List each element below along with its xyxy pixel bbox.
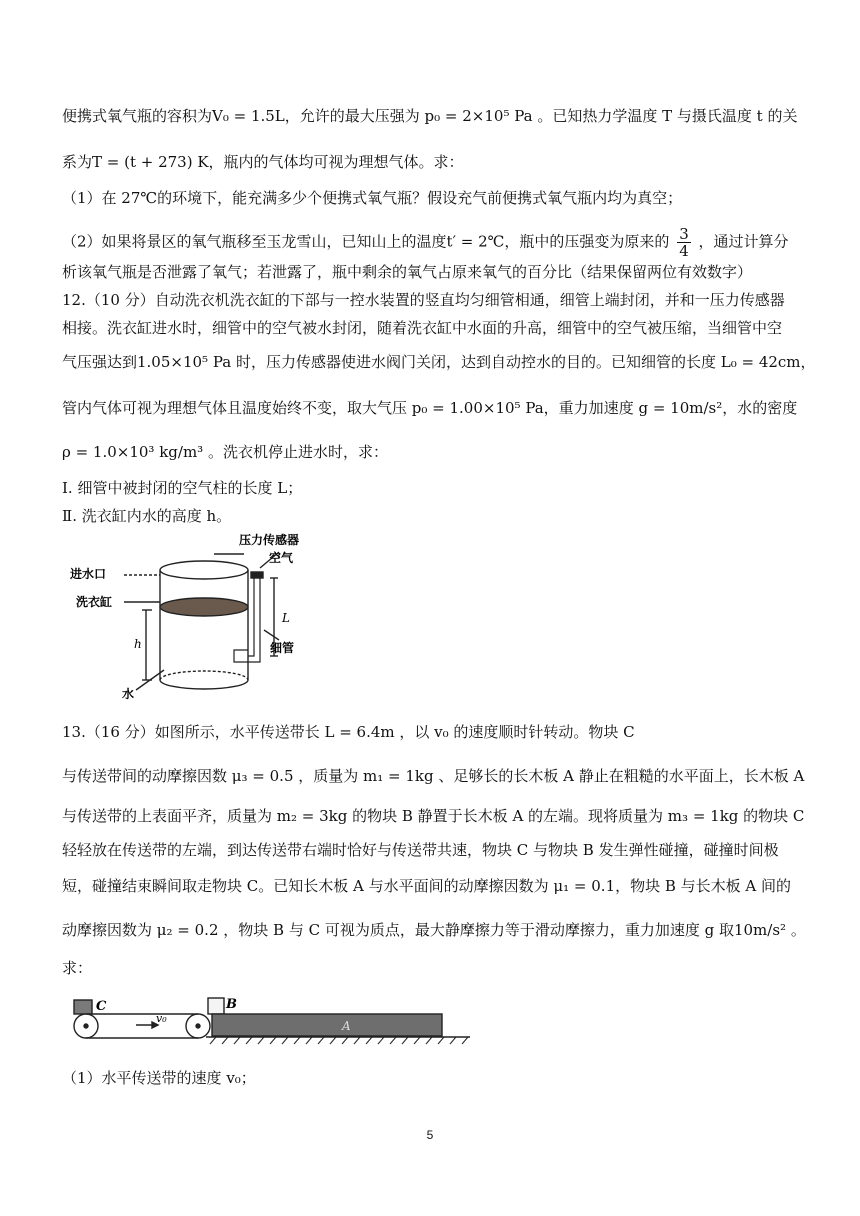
label-water: 水 bbox=[122, 687, 135, 701]
label-v0: v₀ bbox=[156, 1012, 167, 1025]
text-line: 13.（16 分）如图所示，水平传送带长 L = 6.4m ，以 v₀ 的速度顺时针转动。物块 C bbox=[62, 723, 635, 741]
text-line: 相接。洗衣缸进水时，细管中的空气被水封闭，随着洗衣缸中水面的升高，细管中的空气被压缩，当细管中空 bbox=[62, 319, 783, 337]
fraction bbox=[677, 226, 691, 259]
block-C bbox=[74, 1000, 92, 1014]
text-line bbox=[62, 226, 789, 259]
board-A bbox=[212, 1014, 442, 1036]
block-B bbox=[208, 998, 224, 1014]
text-line: 短，碰撞结束瞬间取走物块 C。已知长木板 A 与水平面间的动摩擦因数为 μ₁ = 0.1，物块 B 与长木板 A 间的 bbox=[62, 877, 792, 895]
page-number: 5 bbox=[426, 1128, 434, 1142]
fraction-denominator: 4 bbox=[679, 242, 689, 260]
fraction-numerator: 3 bbox=[679, 225, 689, 243]
tub-top-rim bbox=[160, 561, 248, 579]
text-line: 系为T = (t + 273) K，瓶内的气体均可视为理想气体。求： bbox=[62, 153, 464, 171]
text-segment: ，通过计算分 bbox=[698, 232, 789, 251]
label-air: 空气 bbox=[269, 551, 294, 565]
text-line: Ⅰ. 细管中被封闭的空气柱的长度 L； bbox=[62, 479, 303, 497]
text-line: 便携式氧气瓶的容积为V₀ = 1.5L，允许的最大压强为 p₀ = 2×10⁵ Pa 。已知热力学温度 T 与摄氏温度 t 的关 bbox=[62, 107, 798, 125]
label-C: C bbox=[96, 999, 107, 1014]
text-line: （1）在 27℃的环境下，能充满多少个便携式氧气瓶？假设充气前便携式氧气瓶内均为真空； bbox=[62, 189, 683, 207]
text-line: 轻轻放在传送带的左端，到达传送带右端时恰好与传送带共速，物块 C 与物块 B 发生弹性碰撞，碰撞时间极 bbox=[62, 841, 779, 859]
pressure-sensor-block bbox=[251, 572, 263, 578]
text-line: 动摩擦因数为 μ₂ = 0.2 ，物块 B 与 C 可视为质点，最大静摩擦力等于滑动摩擦力，重力加速度 g 取10m/s² 。 bbox=[62, 921, 806, 939]
text-line: Ⅱ. 洗衣缸内水的高度 h。 bbox=[62, 507, 232, 525]
text-line: （1）水平传送带的速度 v₀； bbox=[62, 1069, 256, 1087]
label-tube: 细管 bbox=[270, 641, 295, 655]
text-line: 管内气体可视为理想气体且温度始终不变，取大气压 p₀ = 1.00×10⁵ Pa，重力加速度 g = 10m/s²，水的密度 bbox=[62, 399, 798, 417]
text-segment: （2）如果将景区的氧气瓶移至玉龙雪山，已知山上的温度t′ = 2℃，瓶中的压强变为原来的 bbox=[62, 232, 670, 251]
label-inlet: 进水口 bbox=[70, 567, 107, 581]
text-line: 12.（10 分）自动洗衣机洗衣缸的下部与一控水装置的竖直均匀细管相通，细管上端封闭，并和一压力传感器 bbox=[62, 291, 785, 309]
text-line: 与传送带的上表面平齐，质量为 m₂ = 3kg 的物块 B 静置于长木板 A 的左端。现将质量为 m₃ = 1kg 的物块 C bbox=[62, 807, 805, 825]
water-surface bbox=[160, 598, 248, 616]
text-line: 与传送带间的动摩擦因数 μ₃ = 0.5 ，质量为 m₁ = 1kg 、足够长的长木板 A 静止在粗糙的水平面上，长木板 A bbox=[62, 767, 805, 785]
tub-bottom bbox=[160, 680, 248, 689]
conveyor-board-figure bbox=[66, 990, 476, 1050]
label-L: L bbox=[282, 611, 290, 625]
text-line: 析该氧气瓶是否泄露了氧气；若泄露了，瓶中剩余的氧气占原来氧气的百分比（结果保留两位有效数字） bbox=[62, 263, 753, 281]
label-tub: 洗衣缸 bbox=[76, 595, 113, 609]
label-B: B bbox=[226, 997, 237, 1012]
label-h: h bbox=[134, 637, 142, 651]
text-line: 气压强达到1.05×10⁵ Pa 时，压力传感器使进水阀门关闭，达到自动控水的目的。已知细管的长度 L₀ = 42cm， bbox=[62, 353, 816, 371]
label-A: A bbox=[342, 1019, 351, 1033]
text-line: ρ = 1.0×10³ kg/m³ 。洗衣机停止进水时，求： bbox=[62, 443, 388, 461]
text-line: 求： bbox=[62, 959, 93, 977]
label-pressure-sensor: 压力传感器 bbox=[239, 533, 300, 547]
washing-machine-figure bbox=[64, 530, 324, 705]
